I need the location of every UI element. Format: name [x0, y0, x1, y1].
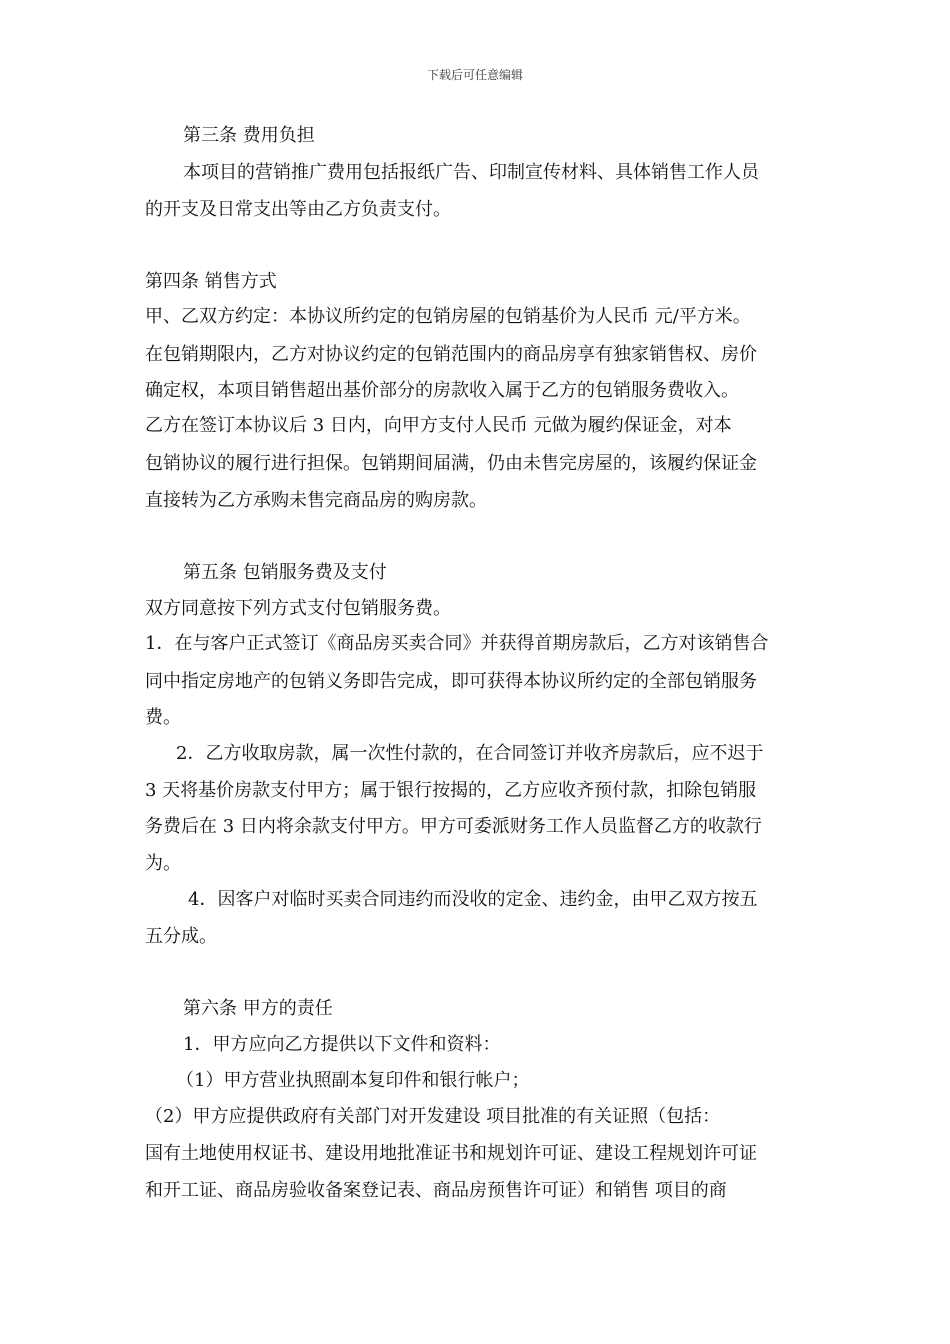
paragraph-line: 乙方在签订本协议后 3 日内，向甲方支付人民币 元做为履约保证金，对本	[145, 415, 732, 436]
paragraph-line: 同中指定房地产的包销义务即告完成，即可获得本协议所约定的全部包销服务	[145, 671, 757, 692]
paragraph-line: 的开支及日常支出等由乙方负责支付。	[145, 199, 451, 220]
paragraph-line: 2．乙方收取房款，属一次性付款的，在合同签订并收齐房款后，应不迟于	[176, 743, 764, 764]
paragraph-line: 在包销期限内，乙方对协议约定的包销范围内的商品房享有独家销售权、房价	[145, 344, 757, 365]
article-4-heading: 第四条 销售方式	[145, 271, 277, 292]
paragraph-line: 为。	[145, 853, 181, 874]
paragraph-line: （1）甲方营业执照副本复印件和银行帐户；	[176, 1070, 530, 1091]
paragraph-line: 费。	[145, 707, 181, 728]
paragraph-line: 4．因客户对临时买卖合同违约而没收的定金、违约金，由甲乙双方按五	[188, 889, 758, 910]
article-5-heading: 第五条 包销服务费及支付	[183, 562, 387, 583]
paragraph-line: 确定权，本项目销售超出基价部分的房款收入属于乙方的包销服务费收入。	[145, 380, 739, 401]
paragraph-line: 双方同意按下列方式支付包销服务费。	[145, 598, 451, 619]
paragraph-line: 务费后在 3 日内将余款支付甲方。甲方可委派财务工作人员监督乙方的收款行	[145, 816, 762, 837]
paragraph-line: 国有土地使用权证书、建设用地批准证书和规划许可证、建设工程规划许可证	[145, 1143, 757, 1164]
paragraph-line: 3 天将基价房款支付甲方；属于银行按揭的，乙方应收齐预付款，扣除包销服	[145, 780, 757, 801]
article-3-heading: 第三条 费用负担	[183, 125, 315, 146]
article-6-heading: 第六条 甲方的责任	[183, 998, 333, 1019]
paragraph-line: 1．甲方应向乙方提供以下文件和资料：	[183, 1034, 501, 1055]
paragraph-line: （2）甲方应提供政府有关部门对开发建设 项目批准的有关证照（包括：	[145, 1106, 721, 1127]
paragraph-line: 本项目的营销推广费用包括报纸广告、印制宣传材料、具体销售工作人员	[183, 162, 759, 183]
page-header: 下载后可任意编辑	[426, 68, 523, 82]
paragraph-line: 甲、乙双方约定：本协议所约定的包销房屋的包销基价为人民币 元/平方米。	[145, 306, 751, 327]
paragraph-line: 五分成。	[145, 926, 217, 947]
paragraph-line: 包销协议的履行进行担保。包销期间届满，仍由未售完房屋的，该履约保证金	[145, 453, 757, 474]
paragraph-line: 和开工证、商品房验收备案登记表、商品房预售许可证）和销售 项目的商	[145, 1180, 727, 1201]
paragraph-line: 直接转为乙方承购未售完商品房的购房款。	[145, 490, 487, 511]
paragraph-line: 1．在与客户正式签订《商品房买卖合同》并获得首期房款后，乙方对该销售合	[145, 633, 769, 654]
